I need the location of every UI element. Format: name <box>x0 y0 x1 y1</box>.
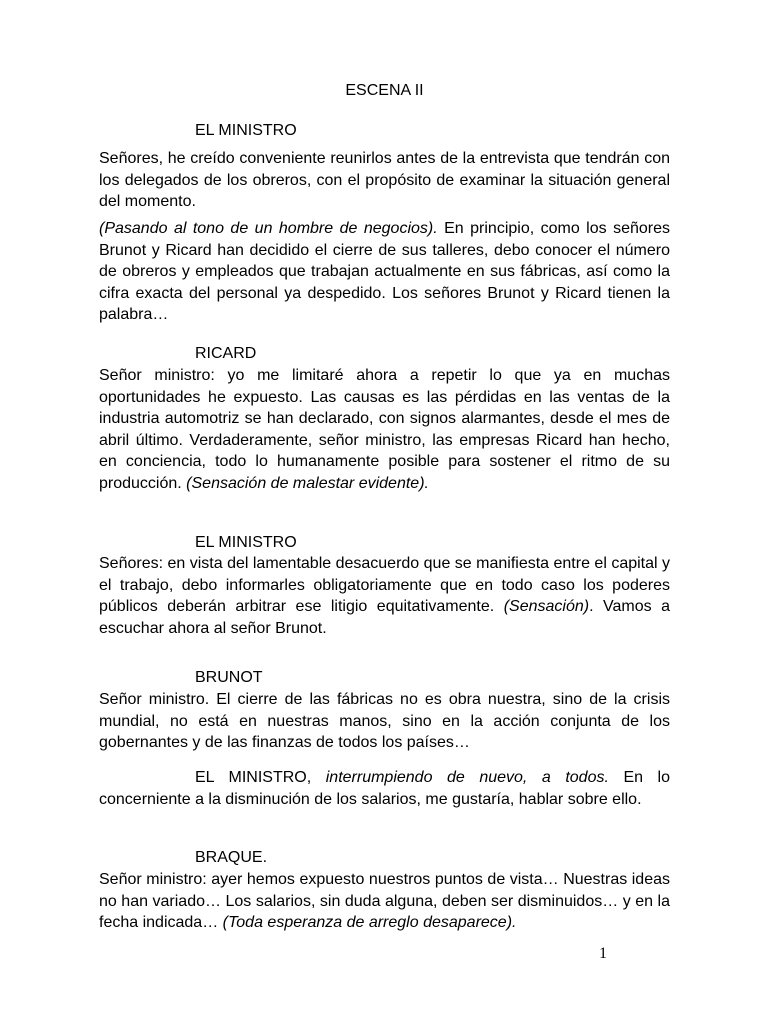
dialogue-paragraph <box>99 148 670 213</box>
dialogue-text: Señor ministro. El cierre de las fábricas no es obra nuestra, sino de la crisis mundial, no está en nuestras manos, sino en la acción conjunta de los gobernantes y de las finanzas de todos los países… <box>99 691 670 752</box>
speaker-el-ministro: EL MINISTRO <box>195 122 297 139</box>
dialogue-paragraph <box>99 218 670 326</box>
dialogue-text: . Vamos a escuchar ahora al señor Brunot. <box>99 598 671 637</box>
page-number: 1 <box>599 945 607 962</box>
speaker-braque: BRAQUE. <box>195 849 268 866</box>
speaker-el-ministro: EL MINISTRO, <box>195 769 312 786</box>
dialogue-text: Señor ministro: yo me limitaré ahora a repetir lo que ya en muchas oportunidades he expuesto. Las causas es las pérdidas en las ventas de la industria automotriz se han declarado, con signos alarmantes, desde el mes de abril último. Verdaderamente, señor ministro, las empresas Ricard han hecho, en conciencia, todo lo humanamente posible para sostener el ritmo de su producción. <box>99 367 670 492</box>
speaker-brunot: BRUNOT <box>195 669 263 686</box>
dialogue-paragraph <box>99 869 670 934</box>
dialogue-paragraph <box>99 365 670 495</box>
speaker-ricard: RICARD <box>195 345 257 362</box>
stage-direction: (Toda esperanza de arreglo desaparece). <box>222 914 517 932</box>
stage-direction: (Sensación de malestar evidente). <box>186 474 429 492</box>
stage-direction: (Sensación) <box>503 598 590 616</box>
dialogue-paragraph <box>99 767 670 811</box>
document-page <box>99 0 670 1024</box>
stage-direction: (Pasando al tono de un hombre de negocios). <box>99 220 438 237</box>
stage-direction: interrumpiendo de nuevo, a todos. <box>325 769 609 786</box>
dialogue-text: Señores: en vista del lamentable desacuerdo que se manifiesta entre el capital y el trabajo, debo informarles obligatoriamente que en todo caso los poderes públicos deberán arbitrar ese litigio equitativamente. <box>99 555 671 616</box>
dialogue-text: Señores, he creído conveniente reunirlos antes de la entrevista que tendrán con los delegados de los obreros, con el propósito de examinar la situación general del momento. <box>99 150 670 211</box>
dialogue-text: Señor ministro: ayer hemos expuesto nuestros puntos de vista… Nuestras ideas no han variado… Los salarios, sin duda alguna, deben ser disminuidos… y en la fecha indicada… <box>99 871 670 932</box>
dialogue-text: En lo concerniente a la disminución de los salarios, me gustaría, hablar sobre ello. <box>99 769 671 808</box>
speaker-el-ministro: EL MINISTRO <box>195 534 297 551</box>
scene-title: ESCENA II <box>345 82 424 99</box>
dialogue-paragraph <box>99 553 670 639</box>
dialogue-paragraph <box>99 689 670 754</box>
dialogue-text: En principio, como los señores Brunot y Ricard han decidido el cierre de sus talleres, debo conocer el número de obreros y empleados que trabajan actualmente en sus fábricas, así como la cifra exacta del personal ya despedido. Los señores Brunot y Ricard tienen la palabra… <box>99 220 670 324</box>
